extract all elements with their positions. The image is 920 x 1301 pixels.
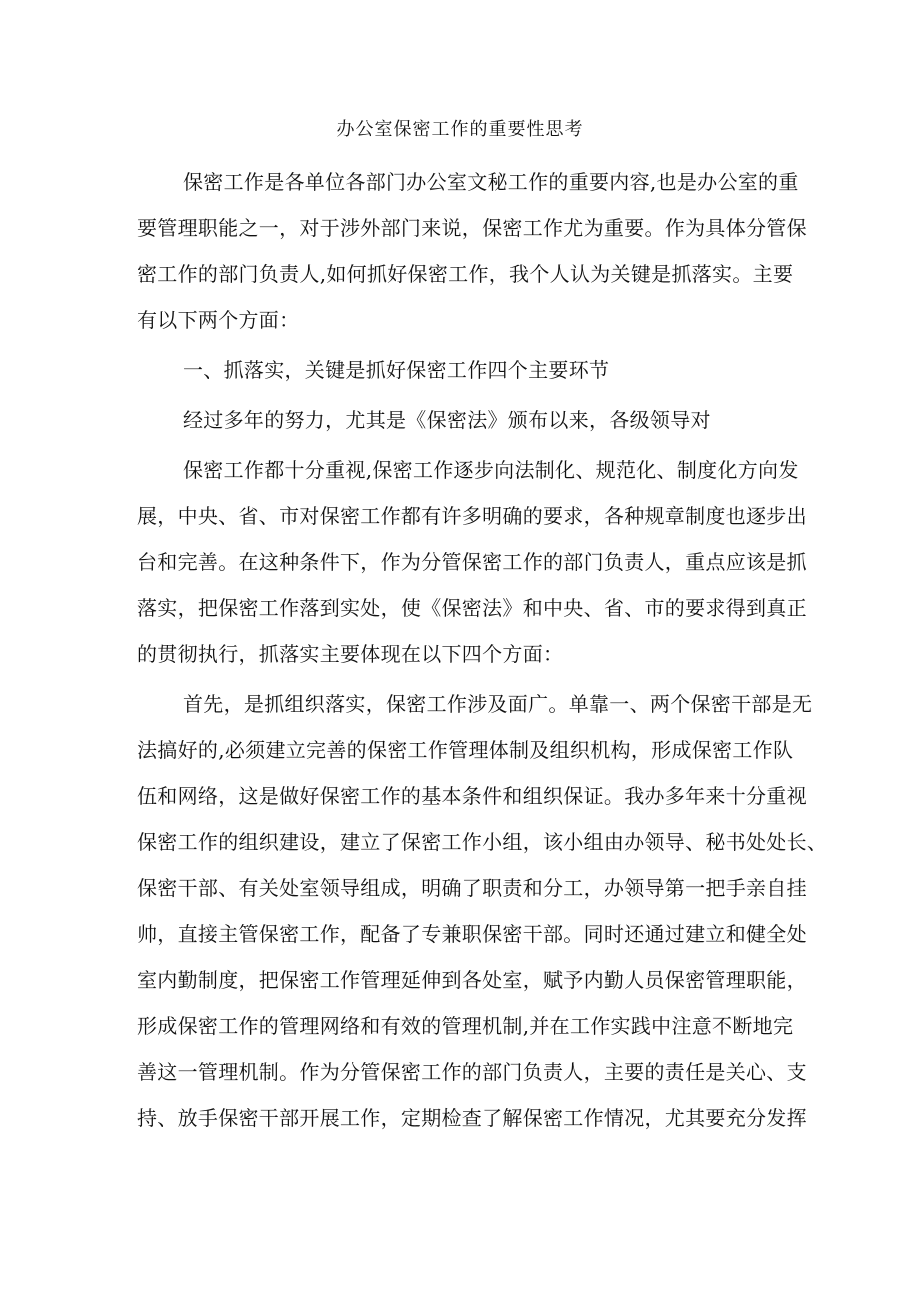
paragraph-line: 台和完善。在这种条件下，作为分管保密工作的部门负责人，重点应该是抓 (137, 550, 807, 574)
paragraph-line: 有以下两个方面： (137, 308, 300, 332)
paragraph-line: 伍和网络，这是做好保密工作的基本条件和组织保证。我办多年来十分重视 (137, 784, 807, 808)
paragraph-line: 的贯彻执行，抓落实主要体现在以下四个方面： (137, 642, 564, 666)
paragraph-line: 帅，直接主管保密工作，配备了专兼职保密干部。同时还通过建立和健全处 (137, 922, 807, 946)
paragraph-line: 经过多年的努力，尤其是《保密法》颁布以来，各级领导对 (183, 408, 711, 432)
paragraph-line: 持、放手保密干部开展工作，定期检查了解保密工作情况，尤其要充分发挥 (137, 1106, 807, 1130)
paragraph-line: 要管理职能之一，对于涉外部门来说，保密工作尤为重要。作为具体分管保 (137, 216, 807, 240)
paragraph-line: 保密干部、有关处室领导组成，明确了职责和分工，办领导第一把手亲自挂 (137, 876, 807, 900)
paragraph-line: 展，中央、省、市对保密工作都有许多明确的要求，各种规章制度也逐步出 (137, 504, 807, 528)
paragraph-line: 保密工作的组织建设，建立了保密工作小组，该小组由办领导、秘书处处长、 (137, 830, 828, 854)
paragraph-line: 室内勤制度，把保密工作管理延伸到各处室，赋予内勤人员保密管理职能， (137, 968, 807, 992)
paragraph-line: 保密工作是各单位各部门办公室文秘工作的重要内容,也是办公室的重 (183, 170, 799, 194)
paragraph-line: 法搞好的,必须建立完善的保密工作管理体制及组织机构，形成保密工作队 (137, 738, 794, 762)
document-title: 办公室保密工作的重要性思考 (336, 119, 584, 140)
paragraph-line: 落实，把保密工作落到实处，使《保密法》和中央、省、市的要求得到真正 (137, 596, 807, 620)
section-heading: 一、抓落实，关键是抓好保密工作四个主要环节 (183, 358, 610, 382)
paragraph-line: 善这一管理机制。作为分管保密工作的部门负责人，主要的责任是关心、支 (137, 1060, 807, 1084)
paragraph-line: 形成保密工作的管理网络和有效的管理机制,并在工作实践中注意不断地完 (137, 1014, 794, 1038)
paragraph-line: 密工作的部门负责人,如何抓好保密工作，我个人认为关键是抓落实。主要 (137, 262, 794, 286)
paragraph-line: 保密工作都十分重视,保密工作逐步向法制化、规范化、制度化方向发 (183, 458, 799, 482)
paragraph-line: 首先，是抓组织落实，保密工作涉及面广。单靠一、两个保密干部是无 (183, 692, 813, 716)
